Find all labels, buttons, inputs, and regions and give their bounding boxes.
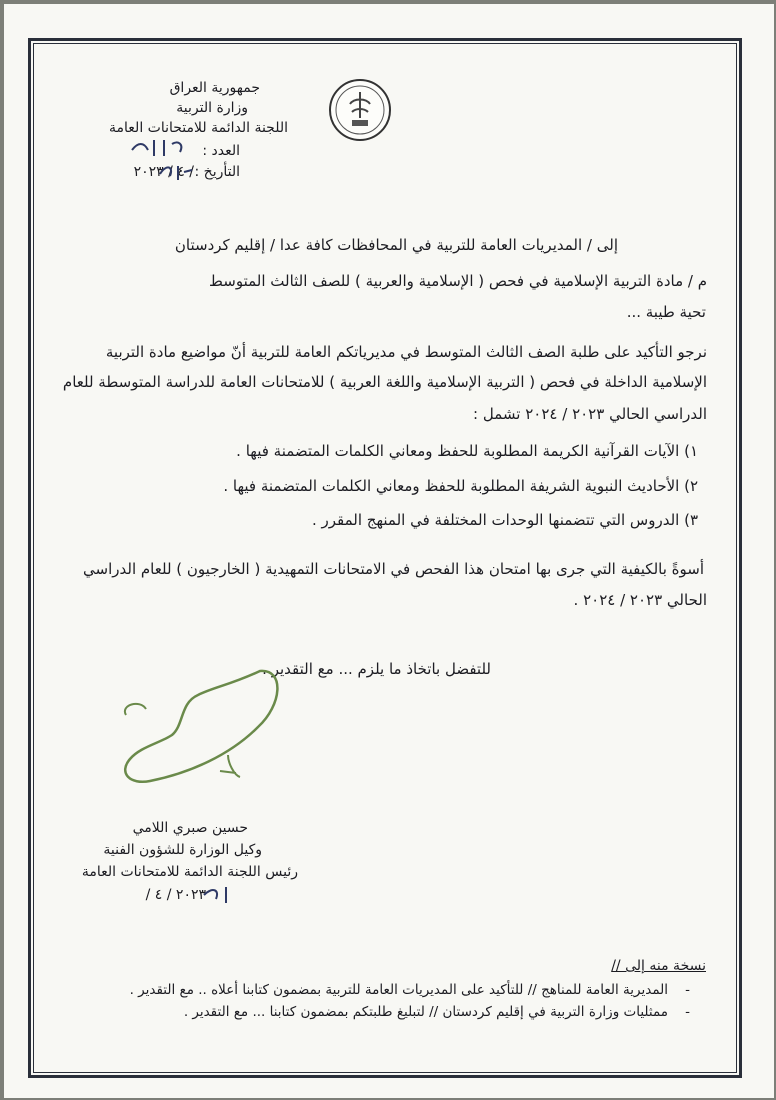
header-date-label: التأريخ : — [194, 164, 240, 180]
header-ministry: وزارة التربية — [176, 100, 248, 116]
list-item-2: ٢) الأحاديث النبوية الشريفة المطلوبة للحفظ ومعاني الكلمات المتضمنة فيها . — [223, 477, 698, 495]
signatory-title-2: رئيس اللجنة الدائمة للامتحانات العامة — [81, 864, 298, 880]
closing-line: للتفضل باتخاذ ما يلزم ... مع التقدير . — [262, 660, 491, 678]
greeting: تحية طيبة ... — [626, 303, 706, 321]
paragraph1-line1: نرجو التأكيد على طلبة الصف الثالث المتوسط في مديرياتكم العامة للتربية أنّ مواضيع مادة التربية — [105, 343, 707, 361]
signatory-name: حسين صبري اللامي — [132, 820, 248, 836]
header-number-label: العدد : — [202, 143, 240, 159]
paragraph1-line2: الإسلامية الداخلة في فحص ( التربية الإسلامية واللغة العربية ) للامتحانات العامة للدراسة المتوسطة للعام — [62, 373, 707, 391]
copies-item-1-dash: - — [685, 982, 690, 998]
list-item-1: ١) الآيات القرآنية الكريمة المطلوبة للحفظ ومعاني الكلمات المتضمنة فيها . — [236, 442, 698, 460]
subject-line: م / مادة التربية الإسلامية في فحص ( الإسلامية والعربية ) للصف الثالث المتوسط — [209, 272, 707, 290]
handwritten-day-mark — [200, 883, 240, 907]
signatory-date: ٢٠٢٣ / ٤ / — [145, 887, 206, 903]
handwritten-date-mark — [156, 160, 196, 184]
header-country: جمهورية العراق — [169, 80, 260, 96]
paragraph2-line1: أسوةً بالكيفية التي جرى بها امتحان هذا الفحص في الامتحانات التمهيدية ( الخارجيون ) للعام الدراسي — [83, 560, 704, 578]
copies-item-2: ممثليات وزارة التربية في إقليم كردستان // لتبليغ طلبتكم بمضمون كتابنا ... مع التقدير . — [183, 1004, 668, 1020]
ministry-seal-icon — [328, 78, 392, 142]
copies-item-1: المديرية العامة للمناهج // للتأكيد على المديريات العامة للتربية بمضمون كتابنا أعلاه .. مع التقدير . — [129, 982, 668, 998]
handwritten-signature — [110, 655, 290, 805]
handwritten-number-mark — [128, 136, 190, 160]
copies-heading: نسخة منه إلى // — [611, 958, 706, 974]
header-committee: اللجنة الدائمة للامتحانات العامة — [109, 120, 288, 136]
list-item-3: ٣) الدروس التي تتضمنها الوحدات المختلفة في المنهج المقرر . — [311, 511, 698, 529]
header-date-value: / ٤ / ٢٠٢٣ — [133, 164, 194, 180]
recipient-line: إلى / المديريات العامة للتربية في المحافظات كافة عدا / إقليم كردستان — [174, 236, 618, 254]
paragraph1-line3: الدراسي الحالي ٢٠٢٣ / ٢٠٢٤ تشمل : — [473, 405, 707, 423]
signatory-title-1: وكيل الوزارة للشؤون الفنية — [103, 842, 262, 858]
copies-item-2-dash: - — [685, 1004, 690, 1020]
paragraph2-line2: الحالي ٢٠٢٣ / ٢٠٢٤ . — [573, 591, 707, 609]
